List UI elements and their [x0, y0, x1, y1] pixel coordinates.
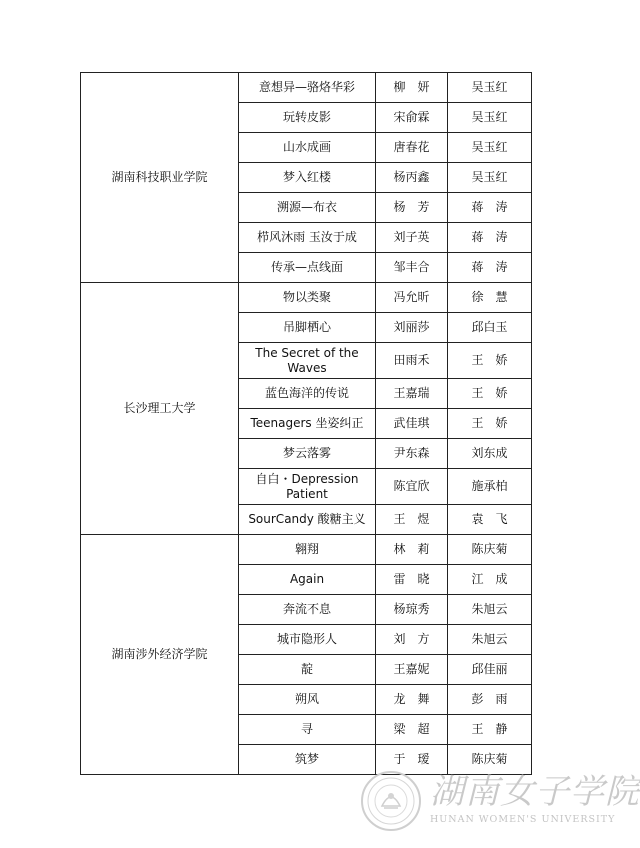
work-title: Again [239, 565, 376, 595]
student-name: 尹东森 [376, 439, 448, 469]
university-brand-cn: 湖南女子学院 [430, 772, 640, 812]
work-title: 靛 [239, 655, 376, 685]
work-title: 梦入红楼 [239, 163, 376, 193]
table-row [81, 283, 532, 313]
teacher-name: 吴玉红 [448, 133, 532, 163]
teacher-name: 王 静 [448, 715, 532, 745]
teacher-name: 王 娇 [448, 409, 532, 439]
student-name: 刘 方 [376, 625, 448, 655]
work-title: 玩转皮影 [239, 103, 376, 133]
awards-table-body [81, 73, 532, 775]
table-row [81, 535, 532, 565]
student-name: 林 莉 [376, 535, 448, 565]
teacher-name: 蒋 涛 [448, 223, 532, 253]
teacher-name: 彭 雨 [448, 685, 532, 715]
work-title: 翱翔 [239, 535, 376, 565]
student-name: 刘丽莎 [376, 313, 448, 343]
teacher-name: 蒋 涛 [448, 253, 532, 283]
teacher-name: 邱佳丽 [448, 655, 532, 685]
university-watermark [360, 770, 640, 832]
student-name: 柳 妍 [376, 73, 448, 103]
student-name: 于 瑷 [376, 745, 448, 775]
teacher-name: 施承柏 [448, 469, 532, 505]
work-title: 筑梦 [239, 745, 376, 775]
teacher-name: 江 成 [448, 565, 532, 595]
teacher-name: 王 娇 [448, 379, 532, 409]
work-title: 梦云落雾 [239, 439, 376, 469]
work-title: 朔风 [239, 685, 376, 715]
teacher-name: 徐 慧 [448, 283, 532, 313]
student-name: 田雨禾 [376, 343, 448, 379]
work-title: 传承—点线面 [239, 253, 376, 283]
teacher-name: 王 娇 [448, 343, 532, 379]
student-name: 唐春花 [376, 133, 448, 163]
work-title: 蓝色海洋的传说 [239, 379, 376, 409]
work-title: 自白・Depression Patient [239, 469, 376, 505]
student-name: 冯允昕 [376, 283, 448, 313]
school-name: 长沙理工大学 [81, 283, 239, 535]
student-name: 王 煜 [376, 505, 448, 535]
student-name: 杨琼秀 [376, 595, 448, 625]
teacher-name: 袁 飞 [448, 505, 532, 535]
student-name: 宋俞霖 [376, 103, 448, 133]
work-title: Teenagers 坐姿纠正 [239, 409, 376, 439]
student-name: 王嘉妮 [376, 655, 448, 685]
student-name: 杨丙鑫 [376, 163, 448, 193]
teacher-name: 朱旭云 [448, 625, 532, 655]
university-brand-en: HUNAN WOMEN'S UNIVERSITY [430, 814, 616, 825]
work-title: 物以类聚 [239, 283, 376, 313]
work-title: 意想异—骆烙华彩 [239, 73, 376, 103]
work-title: 山水成画 [239, 133, 376, 163]
teacher-name: 邱白玉 [448, 313, 532, 343]
teacher-name: 吴玉红 [448, 103, 532, 133]
student-name: 梁 超 [376, 715, 448, 745]
student-name: 邹丰合 [376, 253, 448, 283]
student-name: 雷 晓 [376, 565, 448, 595]
table-row [81, 73, 532, 103]
teacher-name: 蒋 涛 [448, 193, 532, 223]
student-name: 刘子英 [376, 223, 448, 253]
work-title: 吊脚栖心 [239, 313, 376, 343]
work-title: SourCandy 酸糖主义 [239, 505, 376, 535]
student-name: 王嘉瑞 [376, 379, 448, 409]
teacher-name: 朱旭云 [448, 595, 532, 625]
teacher-name: 陈庆菊 [448, 745, 532, 775]
work-title: 溯源—布衣 [239, 193, 376, 223]
teacher-name: 陈庆菊 [448, 535, 532, 565]
awards-table [80, 72, 532, 775]
student-name: 陈宜欣 [376, 469, 448, 505]
teacher-name: 吴玉红 [448, 163, 532, 193]
work-title: The Secret of the Waves [239, 343, 376, 379]
student-name: 武佳琪 [376, 409, 448, 439]
student-name: 龙 舞 [376, 685, 448, 715]
teacher-name: 吴玉红 [448, 73, 532, 103]
university-seal-icon [360, 770, 422, 832]
school-name: 湖南科技职业学院 [81, 73, 239, 283]
work-title: 栉风沐雨 玉汝于成 [239, 223, 376, 253]
teacher-name: 刘东成 [448, 439, 532, 469]
school-name: 湖南涉外经济学院 [81, 535, 239, 775]
student-name: 杨 芳 [376, 193, 448, 223]
work-title: 城市隐形人 [239, 625, 376, 655]
work-title: 寻 [239, 715, 376, 745]
work-title: 奔流不息 [239, 595, 376, 625]
